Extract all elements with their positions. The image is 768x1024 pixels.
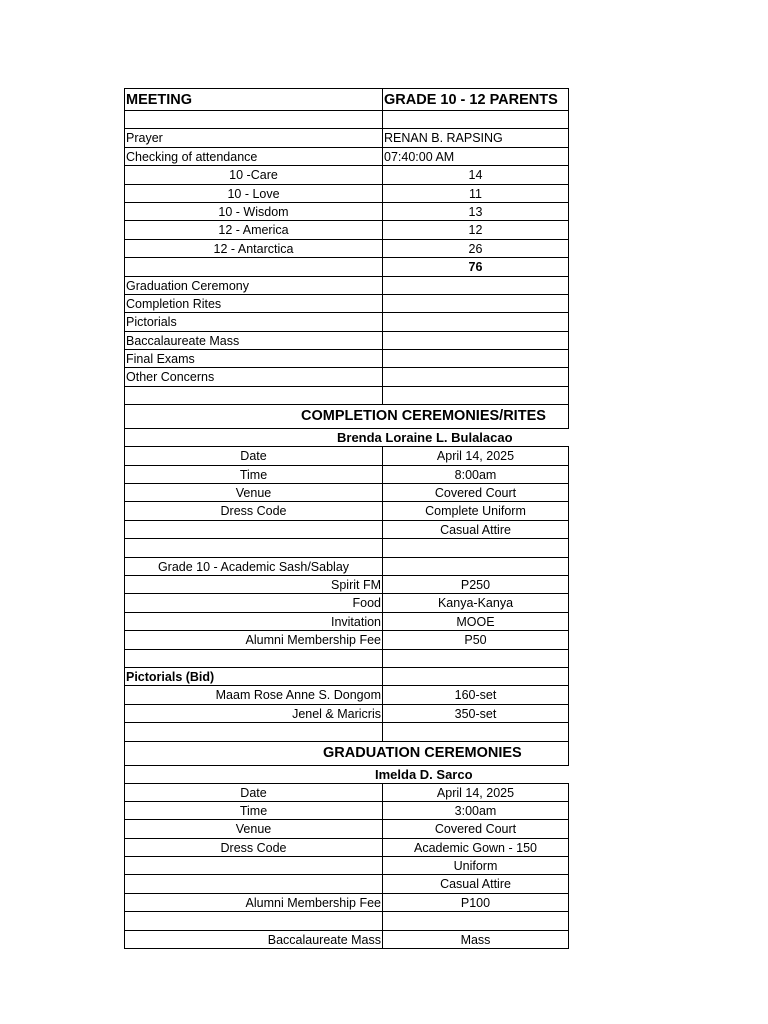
cell[interactable] — [383, 912, 569, 930]
date-value[interactable]: April 14, 2025 — [383, 447, 569, 465]
agenda-item-row — [124, 277, 569, 295]
attendance-label[interactable]: Checking of attendance — [124, 148, 383, 166]
venue-label[interactable]: Venue — [124, 484, 383, 502]
parents-header[interactable]: GRADE 10 - 12 PARENTS — [383, 88, 569, 111]
venue-row — [124, 820, 569, 838]
graduation-person[interactable]: Imelda D. Sarco — [375, 766, 473, 782]
graduation-person-row — [124, 766, 569, 784]
graduation-title-row: GRADUATION CEREMONIES — [124, 742, 569, 766]
section-count[interactable]: 26 — [383, 240, 569, 258]
cell[interactable] — [124, 875, 383, 893]
empty-row — [124, 387, 569, 405]
invitation-value[interactable]: MOOE — [383, 613, 569, 631]
agenda-item-row — [124, 313, 569, 331]
agenda-item-row — [124, 368, 569, 386]
agenda-item-row — [124, 332, 569, 350]
section-row — [124, 185, 569, 203]
completion-title-row: COMPLETION CEREMONIES/RITES — [124, 405, 569, 429]
food-label[interactable]: Food — [124, 594, 383, 612]
total-row — [124, 258, 569, 276]
section-row — [124, 166, 569, 184]
alumni-fee-value[interactable]: P100 — [383, 894, 569, 912]
alumni-row — [124, 631, 569, 649]
cell[interactable] — [383, 350, 569, 368]
cell[interactable] — [383, 313, 569, 331]
section-row — [124, 240, 569, 258]
dress-code-label[interactable]: Dress Code — [124, 502, 383, 520]
section-name[interactable]: 12 - Antarctica — [124, 240, 383, 258]
cell[interactable] — [383, 277, 569, 295]
sash-row — [124, 558, 569, 576]
venue-row — [124, 484, 569, 502]
section-name[interactable]: 10 - Love — [124, 185, 383, 203]
completion-person[interactable]: Brenda Loraine L. Bulalacao — [337, 430, 513, 446]
empty-row — [124, 650, 569, 668]
baccalaureate-value[interactable]: Mass — [383, 931, 569, 949]
baccalaureate-row — [124, 931, 569, 949]
alumni-fee-label[interactable]: Alumni Membership Fee — [124, 894, 383, 912]
empty-row — [124, 723, 569, 741]
time-label[interactable]: Time — [124, 802, 383, 820]
bid-row — [124, 705, 569, 723]
bidder-name[interactable]: Jenel & Maricris — [124, 705, 383, 723]
invitation-row — [124, 613, 569, 631]
cell[interactable] — [124, 857, 383, 875]
dress-code-row — [124, 857, 569, 875]
alumni-row — [124, 894, 569, 912]
venue-value[interactable]: Covered Court — [383, 484, 569, 502]
header-row — [124, 88, 569, 111]
attendance-total[interactable]: 76 — [383, 258, 569, 276]
agenda-item[interactable]: Completion Rites — [124, 295, 383, 313]
time-label[interactable]: Time — [124, 466, 383, 484]
cell[interactable] — [383, 558, 569, 576]
cell[interactable] — [124, 387, 383, 405]
dress-code-value[interactable]: Academic Gown - 150 — [383, 839, 569, 857]
dress-code-label[interactable]: Dress Code — [124, 839, 383, 857]
section-count[interactable]: 14 — [383, 166, 569, 184]
pictorials-label[interactable]: Pictorials (Bid) — [124, 668, 383, 686]
agenda-item-row — [124, 350, 569, 368]
date-label[interactable]: Date — [124, 447, 383, 465]
venue-value[interactable]: Covered Court — [383, 820, 569, 838]
cell[interactable] — [124, 912, 383, 930]
spreadsheet — [124, 88, 569, 949]
invitation-label[interactable]: Invitation — [124, 613, 383, 631]
section-count[interactable]: 12 — [383, 221, 569, 239]
dress-code-value[interactable]: Complete Uniform — [383, 502, 569, 520]
cell[interactable] — [383, 668, 569, 686]
empty-row — [124, 539, 569, 557]
empty-row — [124, 111, 569, 129]
food-row — [124, 594, 569, 612]
agenda-item[interactable]: Graduation Ceremony — [124, 277, 383, 295]
dress-code-value[interactable]: Casual Attire — [383, 521, 569, 539]
baccalaureate-label[interactable]: Baccalaureate Mass — [124, 931, 383, 949]
date-value[interactable]: April 14, 2025 — [383, 784, 569, 802]
attendance-value[interactable]: 07:40:00 AM — [383, 148, 569, 166]
sash-label[interactable]: Grade 10 - Academic Sash/Sablay — [124, 558, 383, 576]
bid-price[interactable]: 350-set — [383, 705, 569, 723]
time-row — [124, 466, 569, 484]
dress-code-value[interactable]: Casual Attire — [383, 875, 569, 893]
cell[interactable] — [383, 387, 569, 405]
spirit-label[interactable]: Spirit FM — [124, 576, 383, 594]
bidder-name[interactable]: Maam Rose Anne S. Dongom — [124, 686, 383, 704]
agenda-item[interactable]: Baccalaureate Mass — [124, 332, 383, 350]
bid-price[interactable]: 160-set — [383, 686, 569, 704]
agenda-item-row — [124, 295, 569, 313]
dress-code-value[interactable]: Uniform — [383, 857, 569, 875]
dress-code-row — [124, 875, 569, 893]
cell[interactable] — [383, 295, 569, 313]
spirit-value[interactable]: P250 — [383, 576, 569, 594]
completion-person-row — [124, 429, 569, 447]
section-count[interactable]: 13 — [383, 203, 569, 221]
time-row — [124, 802, 569, 820]
agenda-item[interactable]: Other Concerns — [124, 368, 383, 386]
agenda-item[interactable]: Final Exams — [124, 350, 383, 368]
alumni-fee-label[interactable]: Alumni Membership Fee — [124, 631, 383, 649]
attendance-row — [124, 148, 569, 166]
date-row — [124, 784, 569, 802]
prayer-value[interactable]: RENAN B. RAPSING — [383, 129, 569, 147]
cell[interactable] — [383, 332, 569, 350]
bid-row — [124, 686, 569, 704]
cell[interactable] — [383, 650, 569, 668]
pictorials-row — [124, 668, 569, 686]
agenda-item[interactable]: Pictorials — [124, 313, 383, 331]
spirit-row — [124, 576, 569, 594]
venue-label[interactable]: Venue — [124, 820, 383, 838]
cell[interactable] — [383, 723, 569, 741]
cell[interactable] — [383, 111, 569, 129]
cell[interactable] — [124, 111, 383, 129]
cell[interactable] — [383, 368, 569, 386]
cell[interactable] — [124, 723, 383, 741]
section-name[interactable]: 10 -Care — [124, 166, 383, 184]
section-row — [124, 221, 569, 239]
section-name[interactable]: 12 - America — [124, 221, 383, 239]
date-label[interactable]: Date — [124, 784, 383, 802]
dress-code-row — [124, 521, 569, 539]
section-row — [124, 203, 569, 221]
section-name[interactable]: 10 - Wisdom — [124, 203, 383, 221]
cell[interactable] — [124, 539, 383, 557]
alumni-fee-value[interactable]: P50 — [383, 631, 569, 649]
dress-code-row — [124, 839, 569, 857]
cell[interactable] — [124, 521, 383, 539]
time-value[interactable]: 8:00am — [383, 466, 569, 484]
cell[interactable] — [383, 539, 569, 557]
dress-code-row — [124, 502, 569, 520]
time-value[interactable]: 3:00am — [383, 802, 569, 820]
food-value[interactable]: Kanya-Kanya — [383, 594, 569, 612]
cell[interactable] — [124, 650, 383, 668]
prayer-row — [124, 129, 569, 147]
date-row — [124, 447, 569, 465]
prayer-label[interactable]: Prayer — [124, 129, 383, 147]
cell[interactable] — [124, 258, 383, 276]
meeting-header[interactable]: MEETING — [124, 88, 383, 111]
section-count[interactable]: 11 — [383, 185, 569, 203]
empty-row — [124, 912, 569, 930]
